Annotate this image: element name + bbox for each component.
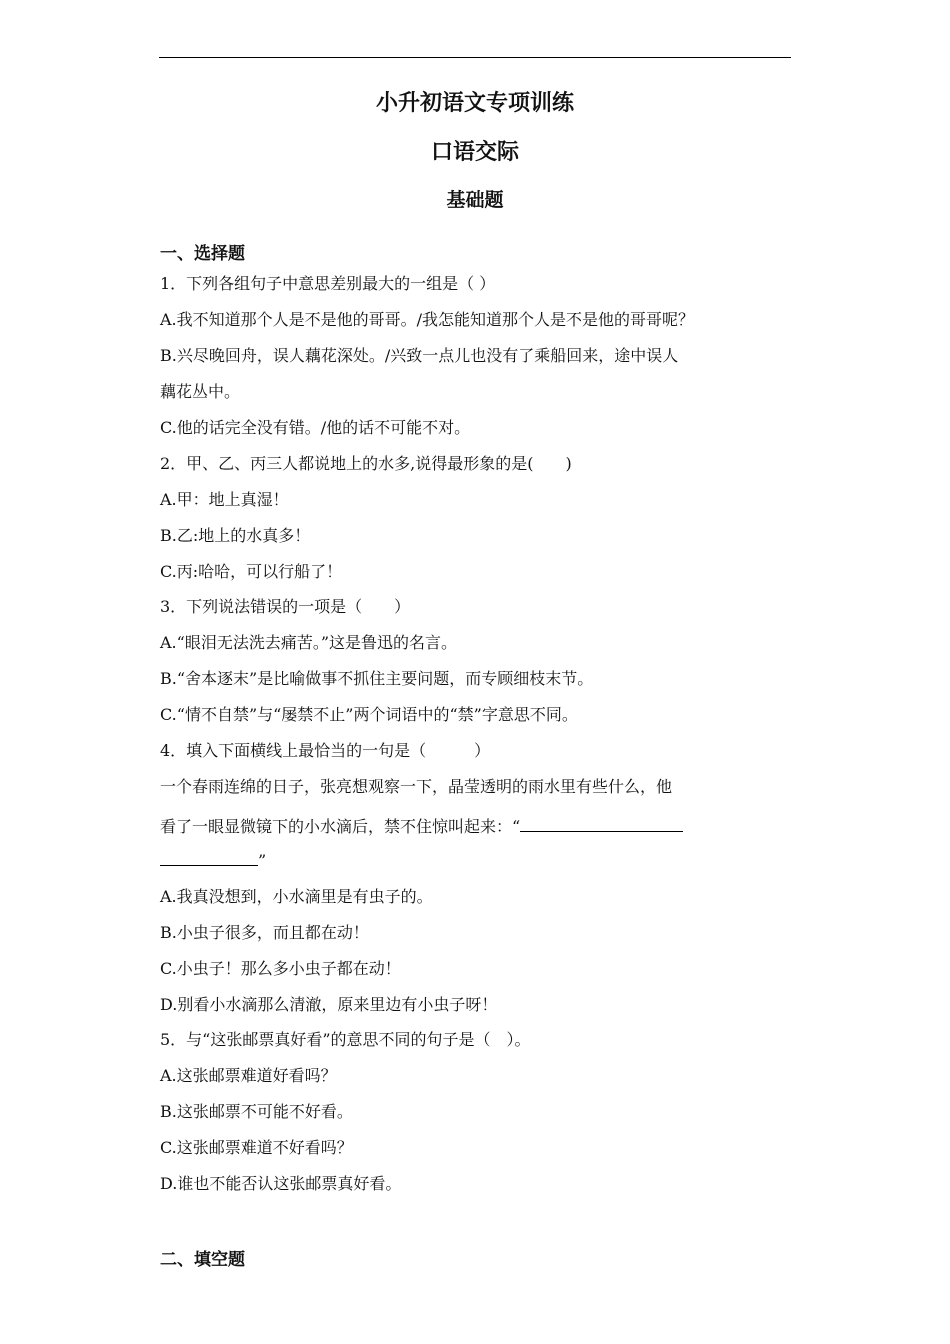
- question-4-stem: 4．填入下面横线上最恰当的一句是（ ）: [160, 741, 491, 760]
- question-2-stem: 2．甲、乙、丙三人都说地上的水多,说得最形象的是( ): [160, 454, 572, 473]
- answer-blank-line: [520, 815, 683, 832]
- question-4-passage-line-1: 一个春雨连绵的日子，张亮想观察一下，晶莹透明的雨水里有些什么，他: [160, 777, 673, 796]
- question-1-option-b: B.兴尽晚回舟，误人藕花深处。/兴致一点儿也没有了乘船回来，途中误人: [160, 346, 679, 365]
- section-heading-choice: 一、选择题: [160, 244, 245, 264]
- question-5-option-c: C.这张邮票难道不好看吗？: [160, 1138, 353, 1157]
- document-title: 小升初语文专项训练: [375, 91, 574, 116]
- question-5-stem: 5．与“这张邮票真好看”的意思不同的句子是（ ）。: [160, 1030, 531, 1049]
- question-5-option-a: A.这张邮票难道好看吗？: [160, 1066, 337, 1085]
- document-subtitle: 口语交际: [430, 140, 519, 165]
- question-3-option-a: A.“眼泪无法洗去痛苦。”这是鲁迅的名言。: [160, 633, 458, 652]
- difficulty-level: 基础题: [446, 189, 504, 211]
- question-4-option-b: B.小虫子很多，而且都在动！: [160, 923, 369, 942]
- question-3-option-b: B.“舍本逐末”是比喻做事不抓住主要问题，而专顾细枝末节。: [160, 669, 594, 688]
- question-1-stem: 1．下列各组句子中意思差别最大的一组是（ ）: [160, 274, 496, 293]
- question-5-option-b: B.这张邮票不可能不好看。: [160, 1102, 353, 1121]
- question-2-option-c: C.丙:哈哈，可以行船了！: [160, 562, 343, 581]
- top-rule: [159, 57, 791, 58]
- question-4-option-c: C.小虫子！那么多小虫子都在动！: [160, 959, 401, 978]
- question-4-option-d: D.别看小水滴那么清澈，原来里边有小虫子呀！: [160, 995, 498, 1014]
- question-4-option-a: A.我真没想到，小水滴里是有虫子的。: [160, 887, 433, 906]
- question-3-option-c: C.“情不自禁”与“屡禁不止”两个词语中的“禁”字意思不同。: [160, 705, 578, 724]
- question-4-passage-line-3: [160, 849, 266, 871]
- section-heading-fill: 二、填空题: [160, 1250, 245, 1270]
- question-1-option-a: A.我不知道那个人是不是他的哥哥。/我怎能知道那个人是不是他的哥哥呢？: [160, 310, 695, 329]
- question-3-stem: 3．下列说法错误的一项是（ ）: [160, 597, 411, 616]
- question-1-option-b-cont: 藕花丛中。: [160, 382, 241, 401]
- question-1-option-c: C.他的话完全没有错。/他的话不可能不对。: [160, 418, 471, 437]
- question-2-option-a: A.甲：地上真湿！: [160, 490, 289, 509]
- question-4-passage-text: 看了一眼显微镜下的小水滴后，禁不住惊叫起来：“: [160, 817, 521, 836]
- question-2-option-b: B.乙:地上的水真多！: [160, 526, 311, 545]
- question-4-passage-line-2: [160, 815, 683, 837]
- question-5-option-d: D.谁也不能否认这张邮票真好看。: [160, 1174, 402, 1193]
- question-4-close-quote: ”: [258, 851, 267, 870]
- answer-blank-line-cont: [160, 849, 258, 866]
